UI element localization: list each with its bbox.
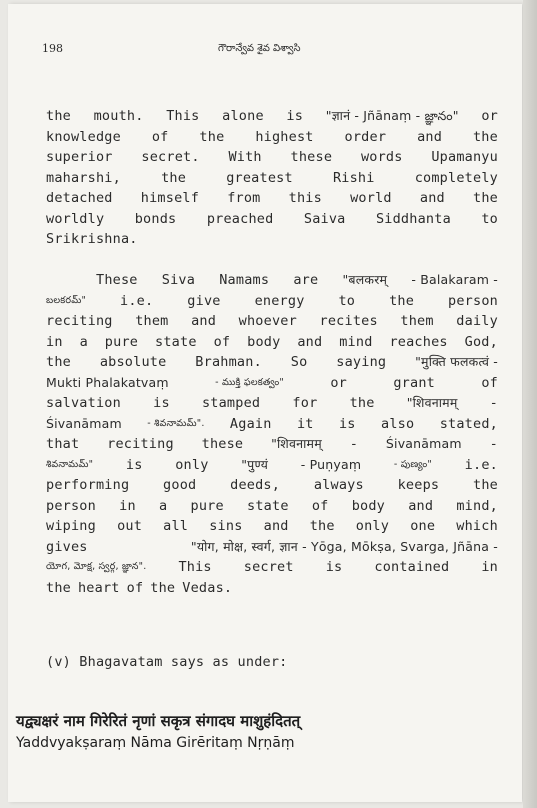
word: the (473, 477, 498, 493)
word: - (489, 395, 498, 411)
word: state (247, 497, 289, 514)
word: energy (254, 292, 305, 309)
word: in (481, 559, 498, 575)
word: all (163, 518, 189, 534)
word: reciting (107, 436, 174, 452)
word: highest (255, 128, 314, 145)
word: of (311, 497, 329, 514)
word: of (151, 128, 169, 145)
word: of (213, 333, 231, 350)
word: one (410, 518, 436, 534)
text-line (46, 352, 498, 373)
list-item-v: (v) Bhagavatam says as under: (46, 654, 288, 670)
text-line (46, 270, 498, 291)
word: person (46, 497, 96, 514)
word: and (417, 128, 443, 145)
word: words (360, 149, 403, 165)
word: - (489, 436, 498, 452)
word: the (473, 190, 498, 206)
text-line (46, 496, 498, 517)
word: daily (456, 313, 498, 329)
word: With (228, 149, 262, 165)
word: himself (140, 190, 200, 206)
book-page (8, 4, 522, 802)
word: "पुण्यं (241, 456, 269, 472)
word: the (199, 128, 225, 145)
word: of (126, 579, 144, 596)
word: reaches (389, 333, 448, 350)
verse-devanagari: यद्व्यक्षरं नाम गिरेरितं नृणां सकृत्र संगादघ माशुहंदितत् (16, 712, 301, 730)
word: యోగ, మోక్ష, స్వర్గ, జ్ఞాన". (46, 561, 147, 572)
page-header (42, 42, 492, 60)
text-line (46, 557, 498, 578)
word: "शिवनामम् (406, 395, 458, 410)
word: performing (46, 477, 130, 493)
word: these (201, 436, 244, 452)
word: "बलकरम् (342, 272, 388, 287)
word: deeds, (230, 477, 281, 493)
word: detached (46, 190, 113, 206)
word: Śivanāmam (385, 436, 462, 451)
word: the (389, 292, 415, 309)
word: is (325, 559, 343, 575)
word: the (349, 395, 375, 411)
word: greatest (226, 169, 293, 186)
text-line (46, 475, 498, 496)
word: is (125, 456, 143, 473)
word: stamped (201, 395, 261, 411)
word: - పుణ్యం" (393, 458, 432, 470)
word: the (472, 128, 498, 145)
word: is (338, 415, 356, 432)
word: absolute (99, 354, 167, 370)
word: give (187, 292, 221, 309)
word: Vedas. (182, 579, 233, 596)
word: from (227, 190, 261, 206)
word: బలకరమ్" (46, 294, 87, 306)
word: preached (206, 210, 274, 227)
word: - (349, 436, 359, 452)
word: salvation (46, 395, 121, 411)
word: maharshi, (46, 169, 121, 186)
word: These (96, 272, 138, 288)
word: worldly (46, 210, 105, 227)
word: in (46, 333, 63, 350)
word: also (381, 415, 415, 432)
page-number: 198 (42, 42, 63, 55)
word: and (191, 313, 217, 329)
word: in (119, 497, 136, 514)
word: pure (190, 497, 224, 514)
running-title: గౌరాన్వేవ శైవ విశ్వాసి (218, 43, 301, 54)
word: Upamanyu (431, 149, 498, 165)
paragraph-1 (46, 106, 498, 250)
text-line (46, 106, 498, 127)
word: This (178, 559, 212, 575)
word: are (293, 272, 319, 288)
word: alone (222, 108, 264, 124)
word: the (46, 354, 71, 370)
word: the (309, 518, 335, 534)
word: grant (393, 374, 435, 391)
word: them (400, 313, 434, 329)
word: which (456, 518, 498, 534)
word: Siddhanta (375, 210, 451, 227)
word: Mukti Phalakatvaṃ (46, 374, 169, 390)
word: is (153, 395, 170, 411)
word: person (448, 292, 498, 309)
word: mind, (456, 497, 498, 514)
word: these (290, 149, 333, 165)
word: wiping (46, 518, 96, 534)
word: only (355, 518, 390, 534)
word: Saiva (303, 210, 346, 227)
verse-transliteration: Yaddvyakṣaraṃ Nāma Girēritaṃ Nṛṇāṃ (16, 735, 295, 751)
text-line (46, 434, 498, 455)
word: out (117, 518, 143, 534)
word: world (350, 190, 392, 206)
word: to (481, 210, 498, 227)
word: Rishi (332, 169, 375, 186)
word: that (46, 436, 80, 452)
word: a (159, 497, 168, 514)
word: the (150, 579, 176, 596)
word: mouth. (93, 108, 144, 124)
word: body (247, 333, 281, 350)
word: - ముక్తి ఫలకత్వం" (215, 376, 284, 388)
text-line (46, 229, 498, 250)
word: always (313, 477, 364, 493)
word: contained (374, 559, 450, 575)
word: it (296, 415, 314, 432)
text-line (46, 209, 498, 230)
word: So (290, 354, 308, 370)
word: and (408, 497, 434, 514)
text-line (46, 147, 498, 168)
word: God, (464, 333, 498, 350)
word: i.e. (120, 292, 154, 309)
text-line (46, 291, 498, 312)
word: gives (46, 538, 88, 555)
word: only (175, 456, 209, 473)
word: this (288, 190, 322, 206)
word: the (46, 108, 71, 124)
word: and (419, 190, 445, 206)
word: pure (104, 333, 139, 350)
text-line (46, 455, 498, 476)
word: reciting (46, 313, 113, 329)
word: "ज्ञानं - Jñānaṃ - జ్ఞానం" (325, 108, 459, 123)
word: - శివనామమ్". (147, 417, 205, 429)
word: state (155, 333, 197, 350)
text-line (46, 537, 498, 558)
word: of (481, 374, 498, 391)
word: Brahman. (195, 354, 262, 370)
word: knowledge (46, 128, 121, 145)
text-line (46, 332, 498, 353)
word: and (297, 333, 323, 350)
text-line (46, 516, 498, 537)
word: good (163, 477, 197, 493)
word: superior (46, 149, 113, 165)
word: a (79, 333, 88, 350)
word: i.e. (464, 456, 498, 473)
word: Again (229, 415, 272, 432)
text-line (46, 393, 498, 414)
word: saying (336, 354, 387, 370)
word: This (166, 108, 200, 124)
word: whoever (238, 313, 297, 329)
word: - Puṇyaṃ (300, 456, 362, 472)
word: secret (243, 559, 294, 575)
text-line (46, 188, 498, 209)
word: - Balakaram - (411, 272, 498, 287)
word: Namams (219, 272, 270, 288)
word: body (351, 497, 385, 514)
word: recites (319, 313, 378, 329)
word: bonds (134, 210, 177, 227)
word: Śivanāmam (46, 415, 122, 431)
page-edge (523, 0, 537, 808)
word: and (263, 518, 289, 534)
text-line (46, 414, 498, 435)
text-line (46, 127, 498, 148)
word: or (481, 108, 498, 124)
word: them (135, 313, 169, 329)
word: mind (339, 333, 373, 350)
word: secret. (141, 149, 200, 165)
word: for (292, 395, 318, 411)
word: order (344, 128, 387, 145)
word: "मुक्ति फलकत्वं - (415, 354, 498, 369)
text-line (46, 311, 498, 332)
word: is (286, 108, 304, 124)
word: Siva (161, 272, 196, 288)
word: శివనామమ్" (46, 458, 94, 470)
word: "शिवनामम् (271, 436, 322, 451)
word: the (161, 169, 187, 186)
text-line (46, 578, 498, 599)
text-line (46, 373, 498, 394)
word: keeps (397, 477, 440, 493)
word: the (46, 579, 71, 596)
word: "योग, मोक्ष, स्वर्ग, ज्ञान - Yōga, Mōkṣa, Svarga, Jñāna - (190, 538, 498, 554)
word: heart (77, 579, 120, 596)
word: to (338, 292, 356, 309)
paragraph-2 (46, 270, 498, 598)
word: Srikrishna. (46, 231, 138, 247)
word: or (330, 374, 347, 391)
text-line (46, 168, 498, 189)
word: completely (414, 169, 498, 186)
word: stated, (439, 415, 498, 432)
word: sins (209, 518, 243, 534)
